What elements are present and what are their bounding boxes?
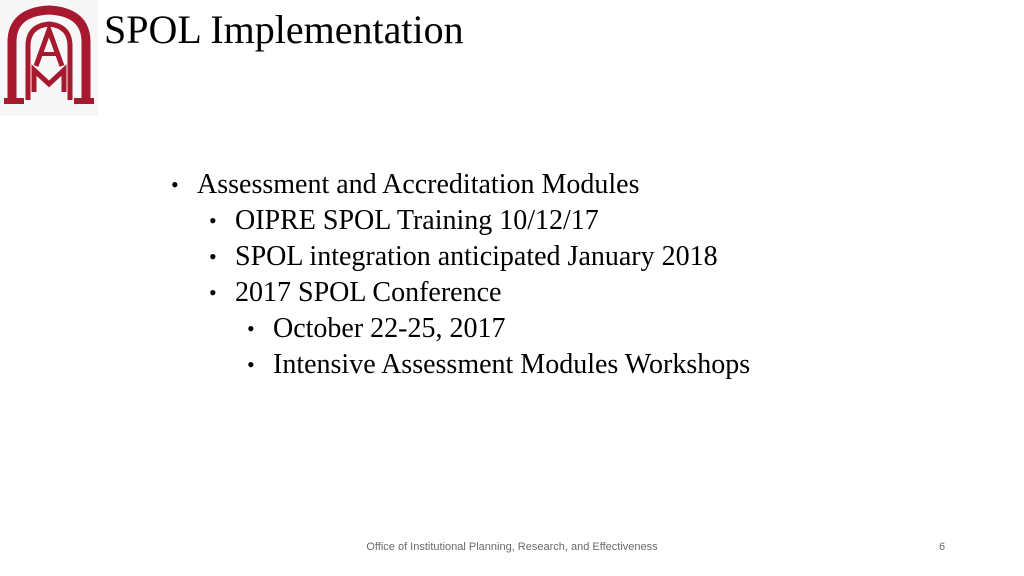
bullet-dot-icon: •: [247, 352, 255, 377]
bullet-text: SPOL integration anticipated January 2018: [235, 241, 718, 272]
bullet-item: [209, 203, 599, 239]
bullet-text: 2017 SPOL Conference: [235, 277, 502, 308]
bullet-item: [171, 167, 640, 203]
bullet-dot-icon: •: [209, 280, 217, 305]
bullet-text: OIPRE SPOL Training 10/12/17: [235, 205, 599, 236]
page-number: 6: [938, 541, 946, 553]
bullet-dot-icon: •: [209, 244, 217, 269]
slide-title: SPOL Implementation: [104, 7, 464, 52]
slide-footer: Office of Institutional Planning, Research, and Effectiveness: [366, 541, 658, 553]
bullet-dot-icon: •: [247, 316, 255, 341]
bullet-item: [209, 239, 718, 275]
bullet-dot-icon: •: [171, 172, 179, 197]
bullet-item: [209, 275, 502, 311]
bullet-item: [247, 347, 751, 383]
bullet-text: Intensive Assessment Modules Workshops: [273, 349, 751, 380]
bullet-dot-icon: •: [209, 208, 217, 233]
bullet-text: October 22-25, 2017: [273, 313, 506, 344]
bullet-item: [247, 311, 506, 347]
university-logo: [0, 0, 98, 116]
bullet-text: Assessment and Accreditation Modules: [197, 169, 640, 200]
aamu-monogram-icon: [0, 0, 98, 116]
